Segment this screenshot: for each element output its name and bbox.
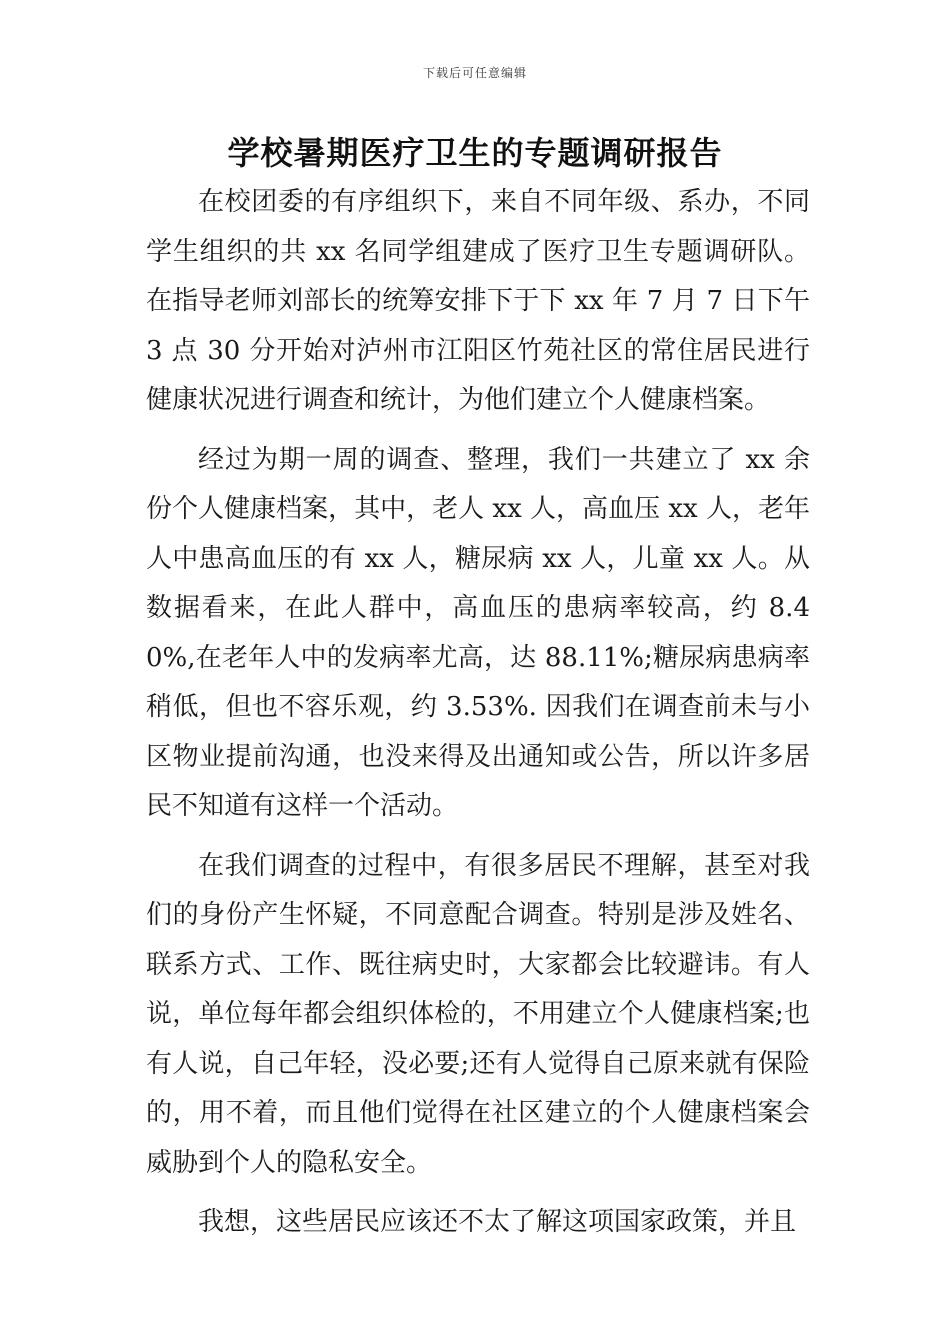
paragraph-3: 在我们调查的过程中，有很多居民不理解，甚至对我们的身份产生怀疑，不同意配合调查。特别是涉及姓名、联系方式、工作、既往病史时，大家都会比较避讳。有人说，单位每年都会组织体检的，不用建立个人健康档案;也有人说，自己年轻，没必要;还有人觉得自己原来就有保险的，用不着，而且他们觉得在社区建立的个人健康档案会威胁到个人的隐私安全。 (146, 850, 810, 1178)
document-body (146, 178, 810, 1258)
paragraph-2: 经过为期一周的调查、整理，我们一共建立了 xx 余份个人健康档案，其中，老人 xx 人，高血压 xx 人，老年人中患高血压的有 xx 人，糖尿病 xx 人，儿童 xx 人。从数据看来，在此人群中，高血压的患病率较高，约 8.40%,在老年人中的发病率尤高，达 88.11%;糖尿病患病率稍低，但也不容乐观，约 3.53%. 因我们在调查前未与小区物业提前沟通，也没来得及出通知或公告，所以许多居民不知道有这样一个活动。 (146, 444, 810, 821)
paragraph-1: 在校团委的有序组织下，来自不同年级、系办，不同学生组织的共 xx 名同学组建成了医疗卫生专题调研队。在指导老师刘部长的统筹安排下于下 xx 年 7 月 7 日下午 3 点 30 分开始对泸州市江阳区竹苑社区的常住居民进行健康状况进行调查和统计，为他们建立个人健康档案。 (146, 187, 810, 415)
document-title: 学校暑期医疗卫生的专题调研报告 (227, 134, 723, 172)
paragraph-4: 我想，这些居民应该还不太了解这项国家政策，并且 (198, 1207, 797, 1237)
header-note: 下载后可任意编辑 (422, 66, 527, 80)
